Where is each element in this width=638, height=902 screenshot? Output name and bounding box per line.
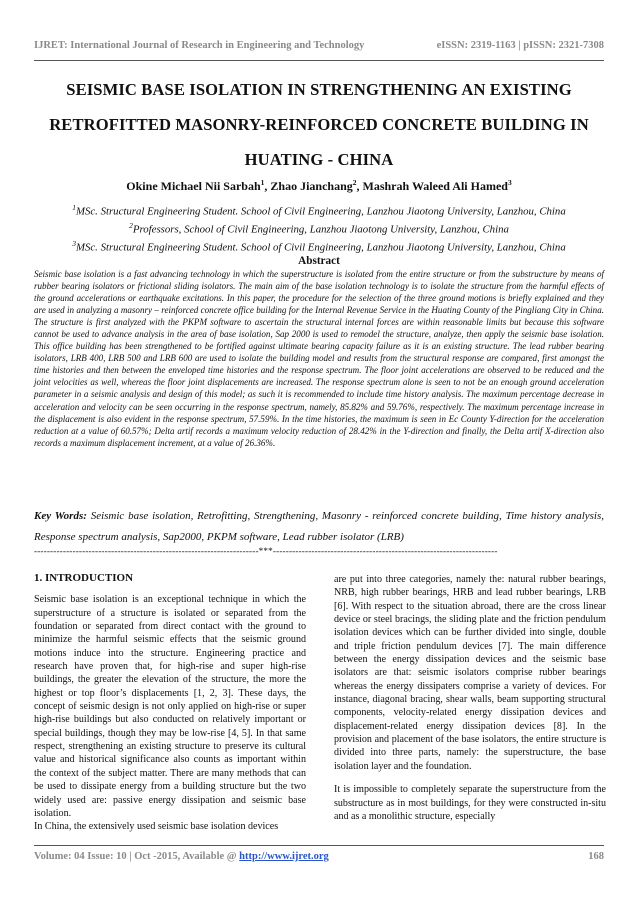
journal-name: IJRET: International Journal of Research in Engineering and Technology — [34, 40, 365, 51]
affiliation — [20, 201, 618, 219]
left-column — [34, 572, 306, 834]
author-sep: , — [356, 179, 363, 193]
keywords — [34, 506, 604, 547]
paper-title: SEISMIC BASE ISOLATION IN STRENGTHENING AN EXISTING RETROFITTED MASONRY-REINFORCED CONCRETE BUILDING IN HUATING - CHINA — [49, 80, 589, 169]
footer-volume — [34, 851, 329, 862]
affiliation-sup: 1 — [72, 203, 76, 212]
journal-url-link[interactable]: http://www.ijret.org — [239, 851, 329, 862]
footer-rule — [34, 845, 604, 846]
author-sup: 1 — [260, 178, 265, 187]
author-name: Mashrah Waleed Ali Hamed — [362, 179, 508, 193]
issn: eISSN: 2319-1163 | pISSN: 2321-7308 — [436, 40, 604, 51]
author-sep: , — [264, 179, 271, 193]
abstract-text: Seismic base isolation is a fast advancing technology in which the superstructure is isolated from the entire structure or from the substructure by means of rubber bearing isolators or frictional sliding isolators. The main aim of the base isolation technology is to isolate the structure from the harmful effects of the ground accelerations or earthquake excitations. In this paper, the procedure for the selection of the three ground motions is briefly explained and they are used in analyzing a masonry – reinforced concrete office building for the Internal Revenue Service in the Huating County of the Pingliang City in China. The structure is first analyzed with the PKPM software to ascertain the structural internal forces are within reasonable limits but because this software cannot be used to advance analysis in the area of base isolation, Sap 2000 is used to remodel the structure, analyze, then apply the seismic base isolation. This office building has been strengthened to be fortified against ultimate bearing capacity failure as it is an existing structure. The lead rubber bearing isolators, LRB 400, LRB 500 and LRB 600 are used to isolate the building model and results from the structural response are compared, first amongst the time histories and then between the enveloped time histories and the response spectrum. The floor joint accelerations are observed to be reduced and the joint velocities as well, whereas the floor joint displacements are increased. The response spectrum alone is seen to not be an enough ground acceleration parameter in a seismic analysis and design of this model; as such it is recommended to include time history analysis. The maximum percentage decrease in acceleration and velocity can be seen occurring in the response spectrum, namely, 85.82% and 59.76%, respectively. The maximum percentage increase in the displacement is also evident in the response spectrum, 57.59%. In the time histories, the maximum is seen in Ec County Y-direction for the acceleration reduction at a value of 60.57%; Delta artif records a maximum velocity reduction of 28.42% in the Y-direction and finally, the Delta artif X-direction also records a maximum displacement increment, at a value of 26.36%. — [34, 269, 604, 448]
affiliation — [20, 219, 618, 237]
affiliation — [20, 237, 618, 255]
body-paragraph: In China, the extensively used seismic base isolation devices — [34, 821, 279, 833]
author-sup: 3 — [507, 178, 512, 187]
author-name: Zhao Jianchang — [270, 179, 353, 193]
keywords-label: Key Words: — [34, 510, 87, 522]
section-separator: ----------------------------------------------------------------------***---------------------------------------------------------------------- — [34, 546, 498, 556]
keywords-text: Seismic base isolation, Retrofitting, Strengthening, Masonry - reinforced concrete building, Time history analysis, Response spectrum analysis, Sap2000, PKPM software, Lead rubber isolator (LRB) — [34, 510, 604, 543]
affiliation-text: MSc. Structural Engineering Student. School of Civil Engineering, Lanzhou Jiaotong University, Lanzhou, China — [76, 241, 566, 254]
author-sup: 2 — [352, 178, 357, 187]
author-list — [30, 178, 608, 194]
affiliation-text: Professors, School of Civil Engineering, Lanzhou Jiaotong University, Lanzhou, China — [132, 223, 509, 236]
body-paragraph: are put into three categories, namely the: natural rubber bearings, NRB, high rubber bearings, HRB and lead rubber bearings, LRB [6]. With respect to the situation abroad, there are the cross linear device or steel bracings, the sliding plate and the friction pendulum isolation devices which can be further divided into single, double and triple friction pendulum devices [7]. The main difference between the energy dissipation devices and the seismic base isolators are that: seismic isolators comprise rubber bearings whereas the energy dissipaters comprise a variety of devices. For instance, diagonal bracing, shear walls, beam supporting structural components, velocity-related energy dissipation devices and displacement-related energy dissipation devices [8]. In the provision and placement of the base isolators, the entire structure is divided into three parts, namely: the superstructure, the base isolation layer and the foundation. — [334, 574, 606, 772]
body-paragraph: Seismic base isolation is an exceptional technique in which the superstructure of a structure is isolated or separated from the foundation or separated from direct contact with the ground to minimize the harmful seismic effects that the seismic ground motions induce into the structure. Engineering practice and research have proven that, for high-rise and super high-rise buildings, the greater the elevation of the structure, the more the highest or top floor’s displacements [1, 2, 3]. These days, the concept of seismic design is not only applied on high-rise or super high-rise buildings but also conducted on relatively important or special buildings, though they may be low-rise [4, 5]. In that same respect, strengthening an existing structure to preserve its cultural value and historical significance also counts as important within the context of the subject matter. There are many methods that can be used to dissipate energy from a building structure but the two widely used are: passive energy dissipation and seismic base isolation. — [34, 594, 306, 819]
affiliations — [20, 201, 618, 255]
footer-volume-text: Volume: 04 Issue: 10 | Oct -2015, Available @ — [34, 851, 240, 862]
affiliation-sup: 2 — [129, 221, 133, 231]
running-footer — [34, 851, 604, 862]
page-number: 168 — [588, 851, 604, 862]
running-header — [34, 40, 604, 51]
affiliation-sup: 3 — [72, 239, 76, 249]
abstract-heading: Abstract — [298, 255, 340, 267]
right-column — [334, 573, 606, 823]
section-heading: 1. INTRODUCTION — [34, 572, 134, 584]
affiliation-text: MSc. Structural Engineering Student. School of Civil Engineering, Lanzhou Jiaotong University, Lanzhou, China — [76, 205, 566, 218]
header-rule — [34, 60, 604, 61]
author-name: Okine Michael Nii Sarbah — [126, 179, 261, 193]
body-paragraph: It is impossible to completely separate the superstructure from the substructure as in most buildings, for they were constructed in-situ and as a monolithic structure, especially — [334, 784, 606, 822]
